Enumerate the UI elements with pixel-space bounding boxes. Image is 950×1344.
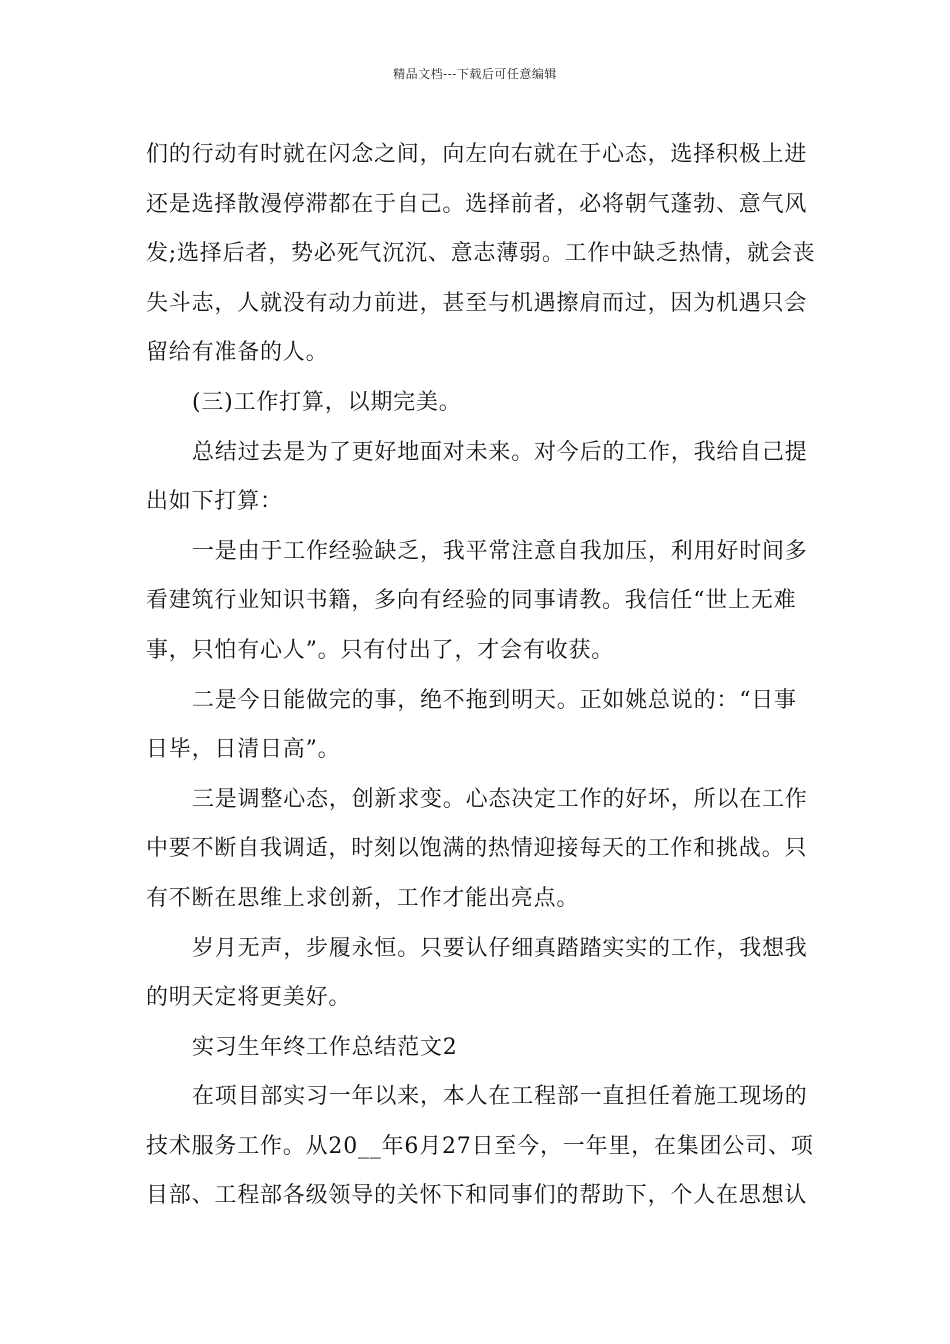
text-line: 技术服务工作。从20__年6月27日至今，一年里，在集团公司、项 [146,1133,814,1159]
section-heading: (三)工作打算，以期完美。 [192,389,462,415]
text-line: 留给有准备的人。 [146,340,329,366]
text-line: 总结过去是为了更好地面对未来。对今后的工作，我给自己提 [192,439,808,465]
document-body [146,130,816,1221]
text-line: 还是选择散漫停滞都在于自己。选择前者，必将朝气蓬勃、意气风 [146,191,808,217]
text-line: 事，只怕有心人”。只有付出了，才会有收获。 [146,637,615,663]
text-line: 三是调整心态，创新求变。心态决定工作的好坏，所以在工作 [192,786,808,812]
text-line: 的明天定将更美好。 [146,985,352,1011]
text-line: 岁月无声，步履永恒。只要认仔细真踏踏实实的工作，我想我 [192,935,808,961]
text-line: 日毕，日清日高”。 [146,737,341,763]
text-line: 目部、工程部各级领导的关怀下和同事们的帮助下，个人在思想认 [146,1183,808,1209]
text-line: 出如下打算： [146,489,283,515]
text-line: 有不断在思维上求创新，工作才能出亮点。 [146,885,580,911]
text-line: 一是由于工作经验缺乏，我平常注意自我加压，利用好时间多 [192,538,808,564]
text-line: 看建筑行业知识书籍，多向有经验的同事请教。我信任“世上无难 [146,588,797,614]
text-line: 们的行动有时就在闪念之间，向左向右就在于心态，选择积极上进 [146,142,808,167]
page-header: 精品文档---下载后可任意编辑 [393,67,557,81]
text-line: 二是今日能做完的事，绝不拖到明天。正如姚总说的：“日事 [192,687,797,713]
text-line: 中要不断自我调适，时刻以饱满的热情迎接每天的工作和挑战。只 [146,836,808,862]
text-line: 在项目部实习一年以来，本人在工程部一直担任着施工现场的 [192,1084,808,1110]
text-line: 失斗志，人就没有动力前进，甚至与机遇擦肩而过，因为机遇只会 [146,290,808,316]
text-line: 发;选择后者，势必死气沉沉、意志薄弱。工作中缺乏热情，就会丧 [146,241,816,267]
article-title: 实习生年终工作总结范文2 [192,1034,458,1060]
